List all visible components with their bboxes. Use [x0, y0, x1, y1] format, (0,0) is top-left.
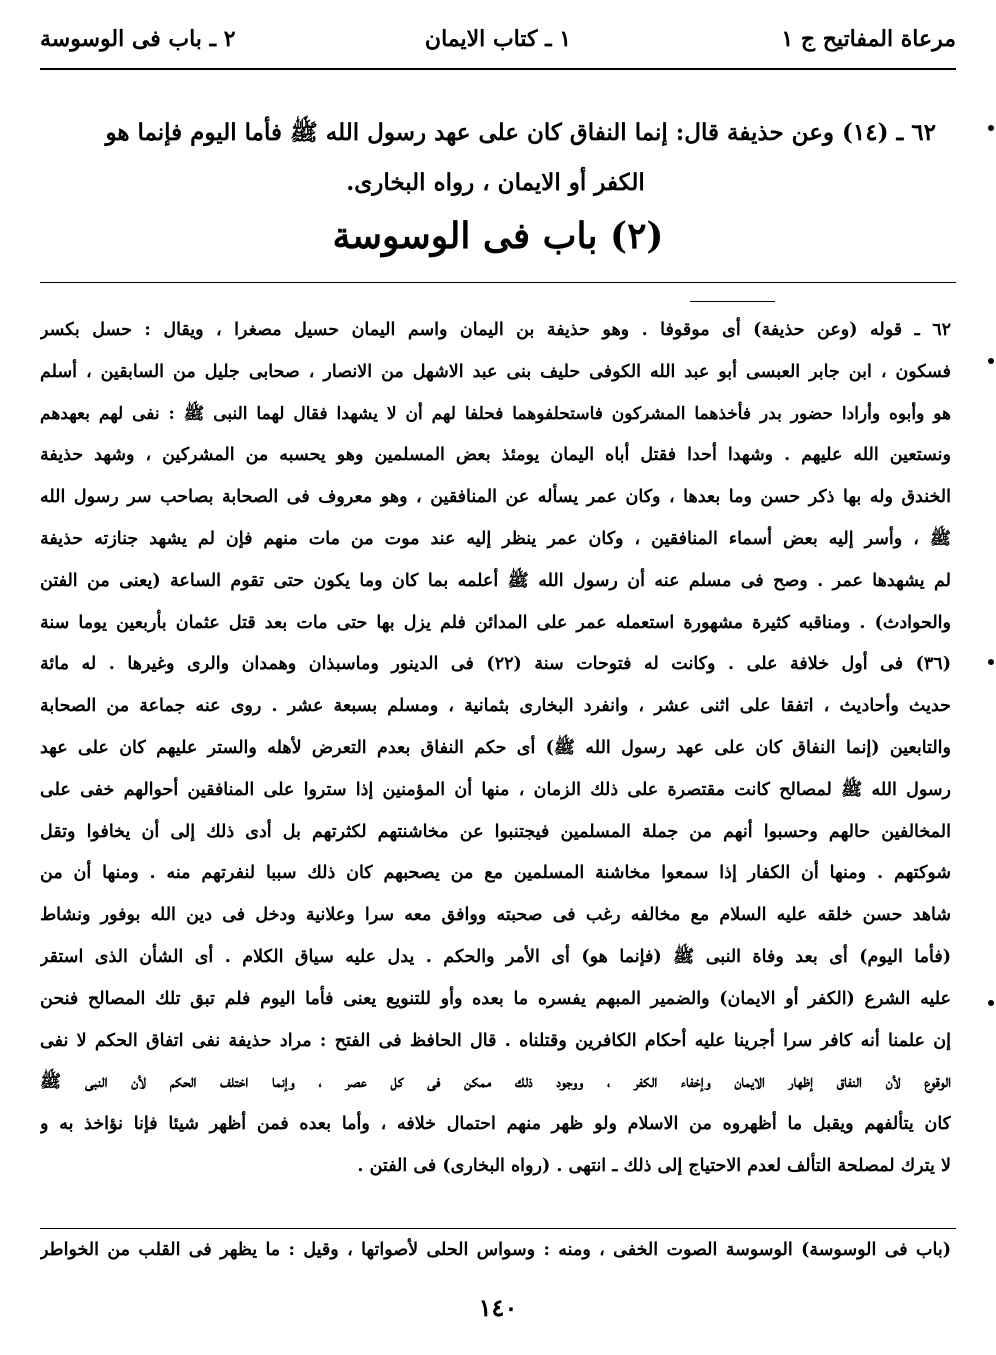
commentary-line: ونستعين الله عليهم . وشهدا أحدا فقتل أباه اليمان يومئذ بعض المسلمين وهو يحسبه من المشركين ، وشهد حذيفة: [40, 445, 951, 466]
header-book-title: مرعاة المفاتيح ج ١: [781, 26, 956, 52]
commentary-line: ٦٢ ـ قوله (وعن حذيفة) أى موقوفا . وهو حذيفة بن اليمان واسم اليمان حسيل مصغرا ، ويقال : حسل بكسر: [40, 320, 951, 340]
commentary-block: [40, 310, 951, 1188]
margin-dot: [988, 1000, 994, 1006]
commentary-line: الوقوع لأن النفاق إظهار الايمان وإخفاء الكفر ، ووجود ذلك ممكن فى كل عصر ، وإنما اختلف الحكم لأن النبى ﷺ: [40, 1072, 951, 1093]
commentary-line: والحوادث) . ومناقبه كثيرة مشهورة استعمله عمر على المدائن فلم يزل بها حتى مات بعد قتل عثمان بأربعين يوما سنة: [40, 612, 951, 633]
hadith-text: [55, 108, 936, 208]
commentary-line: رسول الله ﷺ لمصالح كانت مقتصرة على ذلك الزمان ، منها أن المؤمنين إذا ستروا على المنافقين أحوالهم خفى على: [40, 779, 951, 800]
commentary-line: لا يترك لمصلحة التألف لعدم الاحتياج إلى ذلك ـ انتهى . (رواه البخارى) فى الفتن .: [357, 1155, 951, 1176]
footnote-text: (باب فى الوسوسة) الوسوسة الصوت الخفى ، ومنه : وسواس الحلى لأصواتها ، وقيل : ما يظهر فى القلب من الخواطر: [40, 1240, 951, 1260]
margin-dot: [988, 358, 994, 364]
margin-dot: [988, 659, 994, 665]
commentary-line: فسكون ، ابن جابر العبسى أبو عبد الله الكوفى حليف بنى عبد الاشهل من الانصار ، صحابى جليل من السابقين ، أسلم: [40, 361, 951, 382]
commentary-line: شاهد حسن خلقه عليه السلام مع مخالفه رغب فى صحبته ووافق معه سرا وعلانية ودخل فى دين الله بوفور ونشاط: [40, 905, 951, 926]
page-number: ١٤٠: [478, 1293, 518, 1322]
hadith-line-2: الكفر أو الايمان ، رواه البخارى.: [346, 169, 645, 196]
commentary-line: لم يشهدها عمر . وصح فى مسلم عنه أن رسول الله ﷺ أعلمه بما كان وما يكون حتى تقوم الساعة (يعنى من الفتن: [40, 570, 951, 591]
commentary-line: (٣٦) فى أول خلافة على . وكانت له فتوحات سنة (٢٢) فى الدينور وماسبذان وهمدان والرى وغيرها . له مائة: [40, 654, 951, 675]
commentary-line: شوكتهم . ومنها أن الكفار إذا سمعوا مخاشنة المسلمين مع من يصحبهم كان ذلك سببا لنفرتهم منه . ومنها أن من: [40, 863, 951, 884]
running-header: [40, 26, 956, 66]
commentary-line: إن علمنا أنه كافر سرا أجرينا عليه أحكام الكافرين وقتلناه . قال الحافظ فى الفتح : مراد حذيفة نفى اتفاق الحكم لا نفى: [40, 1030, 951, 1051]
commentary-line: كان يتألفهم ويقبل ما أظهروه من الاسلام ولو ظهر منهم احتمال خلافه ، وأما بعده فمن أظهر شيئا فإنا نؤاخذ به و: [40, 1114, 951, 1135]
commentary-line: والتابعين (إنما النفاق كان على عهد رسول الله ﷺ) أى حكم النفاق بعدم التعرض لأهله والستر عليهم كان على عهد: [40, 737, 951, 758]
commentary-line: ﷺ ، وأسر إليه بعض أسماء المنافقين ، وكان عمر ينظر إليه عند موت من مات منهم فإن لم يشهد جنازته حذيفة: [40, 528, 951, 549]
hadith-line-1: ٦٢ ـ (١٤) وعن حذيفة قال: إنما النفاق كان على عهد رسول الله ﷺ فأما اليوم فإنما هو: [105, 119, 936, 146]
header-divider: [40, 68, 956, 70]
commentary-line: حديث وأحاديث ، اتفقا على اثنى عشر ، وانفرد البخارى بثمانية ، ومسلم بسبعة عشر . روى عنه جماعة من الصحابة: [40, 696, 951, 717]
section-divider: [40, 282, 956, 283]
header-chapter-title: ١ ـ كتاب الايمان: [424, 26, 572, 52]
section-heading: (٢) باب فى الوسوسة: [332, 215, 664, 257]
header-section-title: ٢ ـ باب فى الوسوسة: [40, 26, 236, 52]
footnote-divider: [40, 1228, 956, 1229]
commentary-line: عليه الشرع (الكفر أو الايمان) والضمير المبهم يفسره ما بعده وأو للتنويع يعنى فأما اليوم فلم تبق تلك المصالح فنحن: [40, 988, 951, 1009]
commentary-line: (فأما اليوم) أى بعد وفاة النبى ﷺ (فإنما هو) أى الأمر والحكم . يدل عليه سياق الكلام . أى الشأن الذى استقر: [40, 946, 951, 967]
commentary-line: هو وأبوه وأرادا حضور بدر فأخذهما المشركون فاستحلفوهما فحلفا لهم أن لا يشهدا فقال لهما النبى ﷺ : نفى لهم بعهدهم: [40, 403, 951, 424]
margin-dot: [988, 125, 994, 131]
commentary-line: الخندق وله بها ذكر حسن وما بعدها ، وكان عمر يسأله عن المنافقين ، وهو معروف فى الصحابة بصاحب سر رسول الله: [40, 487, 951, 508]
short-divider: [690, 301, 775, 302]
commentary-line: المخالفين حالهم وحسبوا أنهم من جملة المسلمين فيجتنبوا عن مخاشنتهم لكثرتهم بل أدى ذلك إلى أن يخافوا وتقل: [40, 821, 951, 842]
